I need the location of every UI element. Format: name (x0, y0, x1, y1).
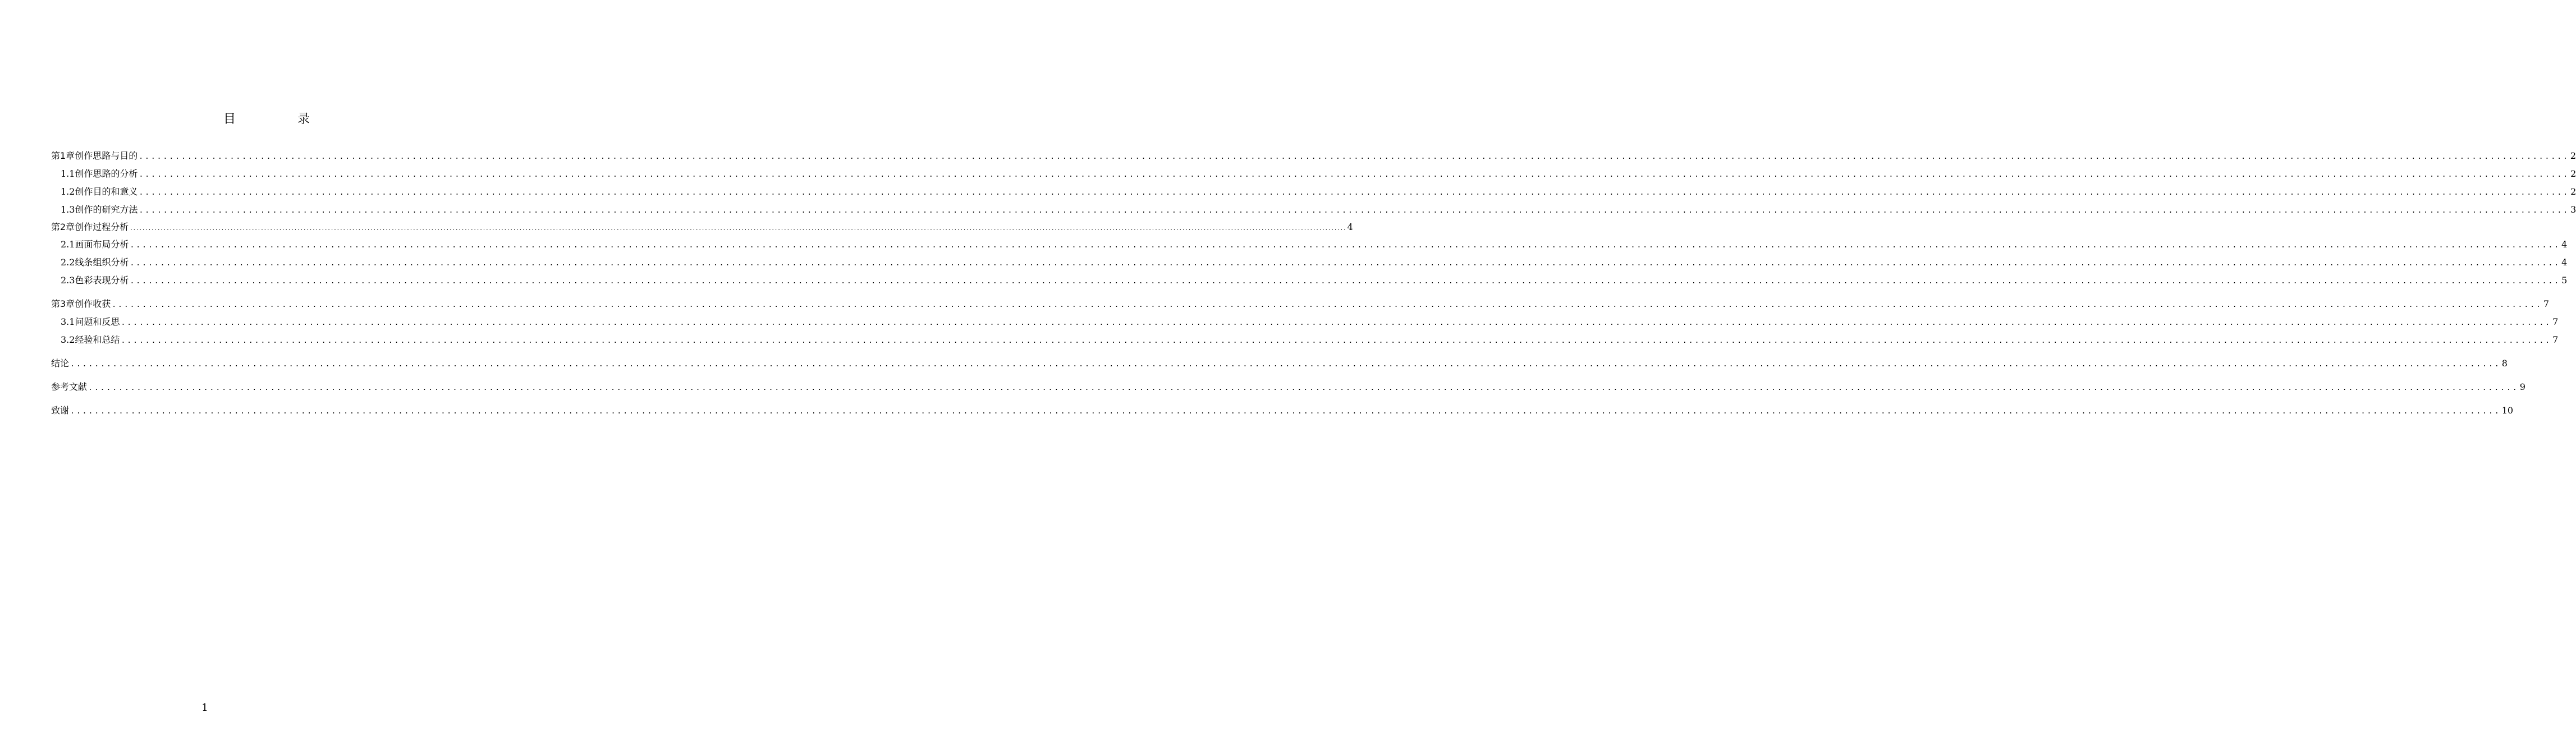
toc-entry-label: 创作思路与目的 (75, 150, 138, 161)
toc-entry-number: 3.2 (61, 334, 75, 345)
toc-entry-section-2-2[interactable] (51, 254, 2568, 272)
toc-entry-number: 3.1 (61, 316, 75, 327)
toc-entry-number: 1.3 (61, 204, 75, 215)
toc-title: 目 录 (223, 112, 334, 126)
toc-entry-page: 2 (2570, 186, 2576, 197)
dot-leader: ................................................................................................................................................................................................................................................................................................................................................................................................................ (139, 153, 2569, 161)
toc-entry-page: 4 (1347, 222, 1353, 232)
dot-leader: ................................................................................................................................................................................................................................................................................................................................................................................................................ (121, 319, 2552, 327)
toc-entry-acknowledgements[interactable] (51, 402, 2514, 420)
toc-entry-page: 10 (2501, 405, 2514, 416)
toc-entry-section-1-3[interactable] (51, 201, 2576, 219)
toc-entry-number: 1.2 (61, 186, 75, 197)
dot-leader: ................................................................................................................................................................................................................................................................................................................................................................................................................ (112, 301, 2542, 309)
toc-entry-page: 4 (2561, 239, 2568, 250)
toc-entry-page: 8 (2501, 358, 2508, 369)
toc-entry-label: 创作的研究方法 (75, 204, 138, 215)
toc-entry-label: 问题和反思 (75, 316, 120, 327)
toc-entry-number: 第1章 (51, 150, 75, 161)
toc-entry-page: 7 (2552, 334, 2559, 345)
toc-entry-chapter-1[interactable] (51, 147, 2576, 165)
toc-entry-label: 线条组织分析 (75, 257, 129, 268)
toc-entry-page: 2 (2570, 168, 2576, 179)
dot-leader: ................................................................................................................................................................................................................................................................................................................................................................................................................ (130, 259, 2561, 268)
toc-entry-label: 参考文献 (51, 381, 88, 392)
toc-entry-page: 2 (2570, 150, 2576, 161)
toc-entry-page: 7 (2552, 316, 2559, 327)
toc-list (51, 147, 2576, 420)
dot-leader: ................................................................................................................................................................................................................................................................................................................................................................................................................ (121, 337, 2552, 345)
toc-entry-conclusion[interactable] (51, 355, 2508, 373)
toc-entry-page: 3 (2570, 204, 2576, 215)
toc-entry-page: 9 (2519, 381, 2525, 392)
toc-entry-number: 2.2 (61, 257, 75, 268)
dot-leader: ................................................................................................................................................................................................................................................................................................................................................................................................................ (130, 277, 2561, 286)
toc-entry-number: 第3章 (51, 298, 75, 309)
toc-entry-label: 创作思路的分析 (75, 168, 138, 179)
dot-leader: ................................................................................................................................................................................................................................................................................................................................................................................................................ (70, 407, 2501, 416)
toc-entry-label: 致谢 (51, 405, 70, 416)
toc-entry-page: 5 (2561, 275, 2568, 286)
toc-entry-chapter-3[interactable] (51, 295, 2550, 313)
dot-leader: ................................................................................................................................................................................................................................................................................................................................................................................................................ (139, 206, 2570, 215)
dot-leader: ................................................................................................................................................................................................................................................................................................................................................................................................................ (139, 188, 2570, 197)
toc-entry-label: 创作目的和意义 (75, 186, 138, 197)
toc-entry-page: 4 (2561, 257, 2568, 268)
toc-entry-number: 第2章 (51, 222, 75, 232)
toc-entry-section-3-1[interactable] (51, 313, 2559, 331)
toc-entry-chapter-2[interactable] (51, 219, 1353, 236)
dot-leader: ................................................................................................................................................................................................................................................................................................................................................................................................................ (130, 226, 1346, 232)
toc-entry-references[interactable] (51, 378, 2525, 396)
dot-leader: ................................................................................................................................................................................................................................................................................................................................................................................................................ (88, 384, 2519, 392)
page-number: 1 (201, 702, 208, 714)
dot-leader: ................................................................................................................................................................................................................................................................................................................................................................................................................ (139, 171, 2570, 179)
toc-entry-number: 2.3 (61, 275, 75, 286)
toc-entry-number: 2.1 (61, 239, 75, 250)
toc-entry-label: 画面布局分析 (75, 239, 129, 250)
toc-entry-label: 创作收获 (75, 298, 111, 309)
toc-entry-section-1-1[interactable] (51, 165, 2576, 183)
toc-entry-page: 7 (2543, 298, 2550, 309)
toc-entry-label: 色彩表现分析 (75, 275, 129, 286)
toc-entry-label: 创作过程分析 (75, 222, 129, 232)
toc-entry-label: 经验和总结 (75, 334, 120, 345)
toc-entry-section-2-3[interactable] (51, 272, 2568, 289)
dot-leader: ................................................................................................................................................................................................................................................................................................................................................................................................................ (130, 241, 2561, 250)
toc-entry-label: 结论 (51, 358, 70, 369)
toc-entry-section-1-2[interactable] (51, 183, 2576, 201)
toc-entry-section-3-2[interactable] (51, 331, 2559, 349)
dot-leader: ................................................................................................................................................................................................................................................................................................................................................................................................................ (70, 360, 2501, 369)
toc-entry-number: 1.1 (61, 168, 75, 179)
toc-entry-section-2-1[interactable] (51, 236, 2568, 254)
